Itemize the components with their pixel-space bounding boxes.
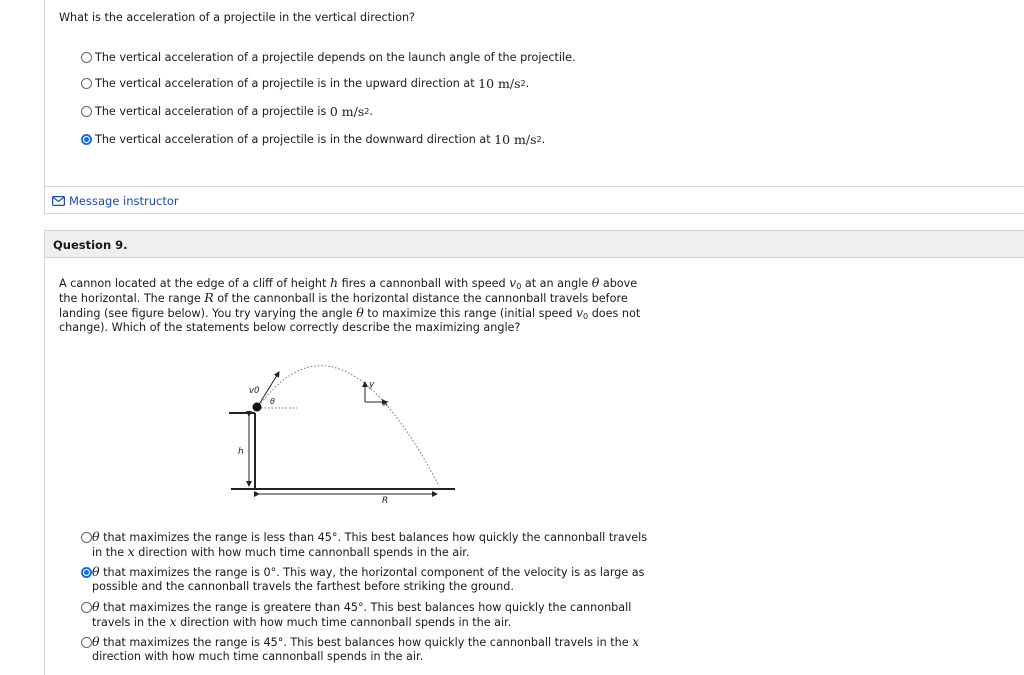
- message-bar: [44, 186, 1024, 214]
- prompt-part: does not change). Which of the statements below correctly describe the maximizing angle?: [59, 307, 641, 334]
- question-9-body: [44, 258, 1024, 675]
- q9-option-3[interactable]: [81, 600, 651, 630]
- prompt-var-v-sub: 0: [516, 282, 522, 291]
- q9-option-1[interactable]: [81, 530, 651, 560]
- prompt-part: A cannon located at the edge of a cliff of height: [59, 277, 330, 290]
- q9-option-2[interactable]: [81, 565, 651, 594]
- q8-option-3-text: The vertical acceleration of a projectile is: [95, 105, 327, 118]
- q8-option-1[interactable]: [81, 51, 576, 64]
- q9-option-4-theta: θ: [92, 634, 100, 649]
- message-instructor-label: Message instructor: [69, 194, 179, 208]
- q9-option-3-text-b: direction with how much time cannonball spends in the air.: [176, 616, 512, 629]
- q9-radio-2-selected[interactable]: [81, 567, 92, 578]
- q8-option-4-math: 10 m/s: [494, 132, 537, 147]
- prompt-var-R: R: [204, 290, 214, 305]
- q9-radio-3[interactable]: [81, 602, 92, 613]
- q8-radio-3[interactable]: [81, 106, 92, 117]
- prompt-var-v: v: [575, 305, 584, 320]
- mail-icon: [52, 196, 65, 206]
- q9-option-2-theta: θ: [92, 564, 100, 579]
- q9-option-3-text-a: that maximizes the range is greatere than 45°. This best balances how quickly the cannonball travels in the: [92, 601, 632, 629]
- q8-option-2[interactable]: The vertical acceleration of a projectile is in the upward direction at 10 m/s 2 .: [81, 76, 529, 91]
- cannonball: [253, 403, 262, 412]
- label-v0: v0: [249, 386, 260, 396]
- q8-option-3-math: 0 m/s: [329, 104, 365, 119]
- q9-option-4-text-b: direction with how much time cannonball spends in the air.: [92, 650, 424, 663]
- q8-option-3-end: .: [369, 105, 373, 118]
- q8-option-1-text: The vertical acceleration of a projectile depends on the launch angle of the projectile.: [95, 51, 576, 64]
- label-h: h: [238, 447, 244, 457]
- q9-radio-1[interactable]: [81, 532, 92, 543]
- q8-option-4-text: The vertical acceleration of a projectile is in the downward direction at: [95, 133, 491, 146]
- q8-option-3[interactable]: The vertical acceleration of a projectile is 0 m/s 2 .: [81, 104, 373, 119]
- q9-option-2-text-a: that maximizes the range is 0°. This way, the horizontal component of the velocity is as large as possible and the cannonball travels the farthest before striking the ground.: [92, 566, 645, 593]
- prompt-var-theta: θ: [356, 305, 364, 320]
- label-x: x: [383, 399, 389, 409]
- q8-radio-1[interactable]: [81, 52, 92, 63]
- velocity-arrow: [258, 372, 279, 406]
- q9-option-3-theta: θ: [92, 599, 100, 614]
- q9-option-4-text-a: that maximizes the range is 45°. This best balances how quickly the cannonball travels in the: [99, 636, 633, 649]
- q8-option-4[interactable]: The vertical acceleration of a projectile is in the downward direction at 10 m/s 2 .: [81, 132, 545, 147]
- q9-radio-4[interactable]: [81, 637, 92, 648]
- q9-option-1-theta: θ: [92, 529, 100, 544]
- question-9-header: [44, 230, 1024, 258]
- prompt-var-v: v: [509, 275, 517, 290]
- prompt-part: fires a cannonball with speed: [338, 277, 510, 290]
- question-9-title: Question 9.: [53, 238, 128, 252]
- q8-option-4-end: .: [541, 133, 546, 146]
- q8-radio-2[interactable]: [81, 78, 92, 89]
- label-theta: θ: [270, 397, 275, 406]
- q9-option-1-text-b: direction with how much time cannonball spends in the air.: [134, 546, 470, 559]
- q8-radio-4-selected[interactable]: [81, 134, 92, 145]
- label-y: y: [369, 380, 375, 390]
- q9-option-1-var: x: [127, 544, 135, 559]
- prompt-var-h: h: [329, 275, 339, 290]
- question-8-block: [44, 0, 1024, 186]
- q8-option-2-math: 10 m/s: [478, 76, 521, 91]
- question-8-text: What is the acceleration of a projectile in the vertical direction?: [59, 11, 415, 24]
- projectile-figure: [225, 336, 460, 511]
- question-9-prompt: [59, 276, 659, 335]
- prompt-part: above the horizontal. The range: [59, 277, 638, 305]
- prompt-part: of the cannonball is the horizontal distance the cannonball travels before landing (see figure below). You try varying the angle: [59, 292, 628, 320]
- q9-option-4-var: x: [632, 634, 640, 649]
- q8-option-2-end: .: [525, 77, 530, 90]
- trajectory-curve: [259, 366, 439, 486]
- q9-option-3-var: x: [169, 614, 177, 629]
- label-R: R: [382, 496, 389, 506]
- prompt-part: at an angle: [521, 277, 592, 290]
- q9-option-4[interactable]: [81, 635, 651, 664]
- q8-option-2-text: The vertical acceleration of a projectile is in the upward direction at: [95, 77, 475, 90]
- q9-option-1-text-a: that maximizes the range is less than 45°. This best balances how quickly the cannonball travels in the: [92, 531, 648, 559]
- prompt-var-v-sub: 0: [583, 312, 589, 321]
- message-instructor-link[interactable]: [52, 194, 179, 208]
- prompt-part: to maximize this range (initial speed: [363, 307, 576, 320]
- prompt-var-theta: θ: [591, 275, 600, 290]
